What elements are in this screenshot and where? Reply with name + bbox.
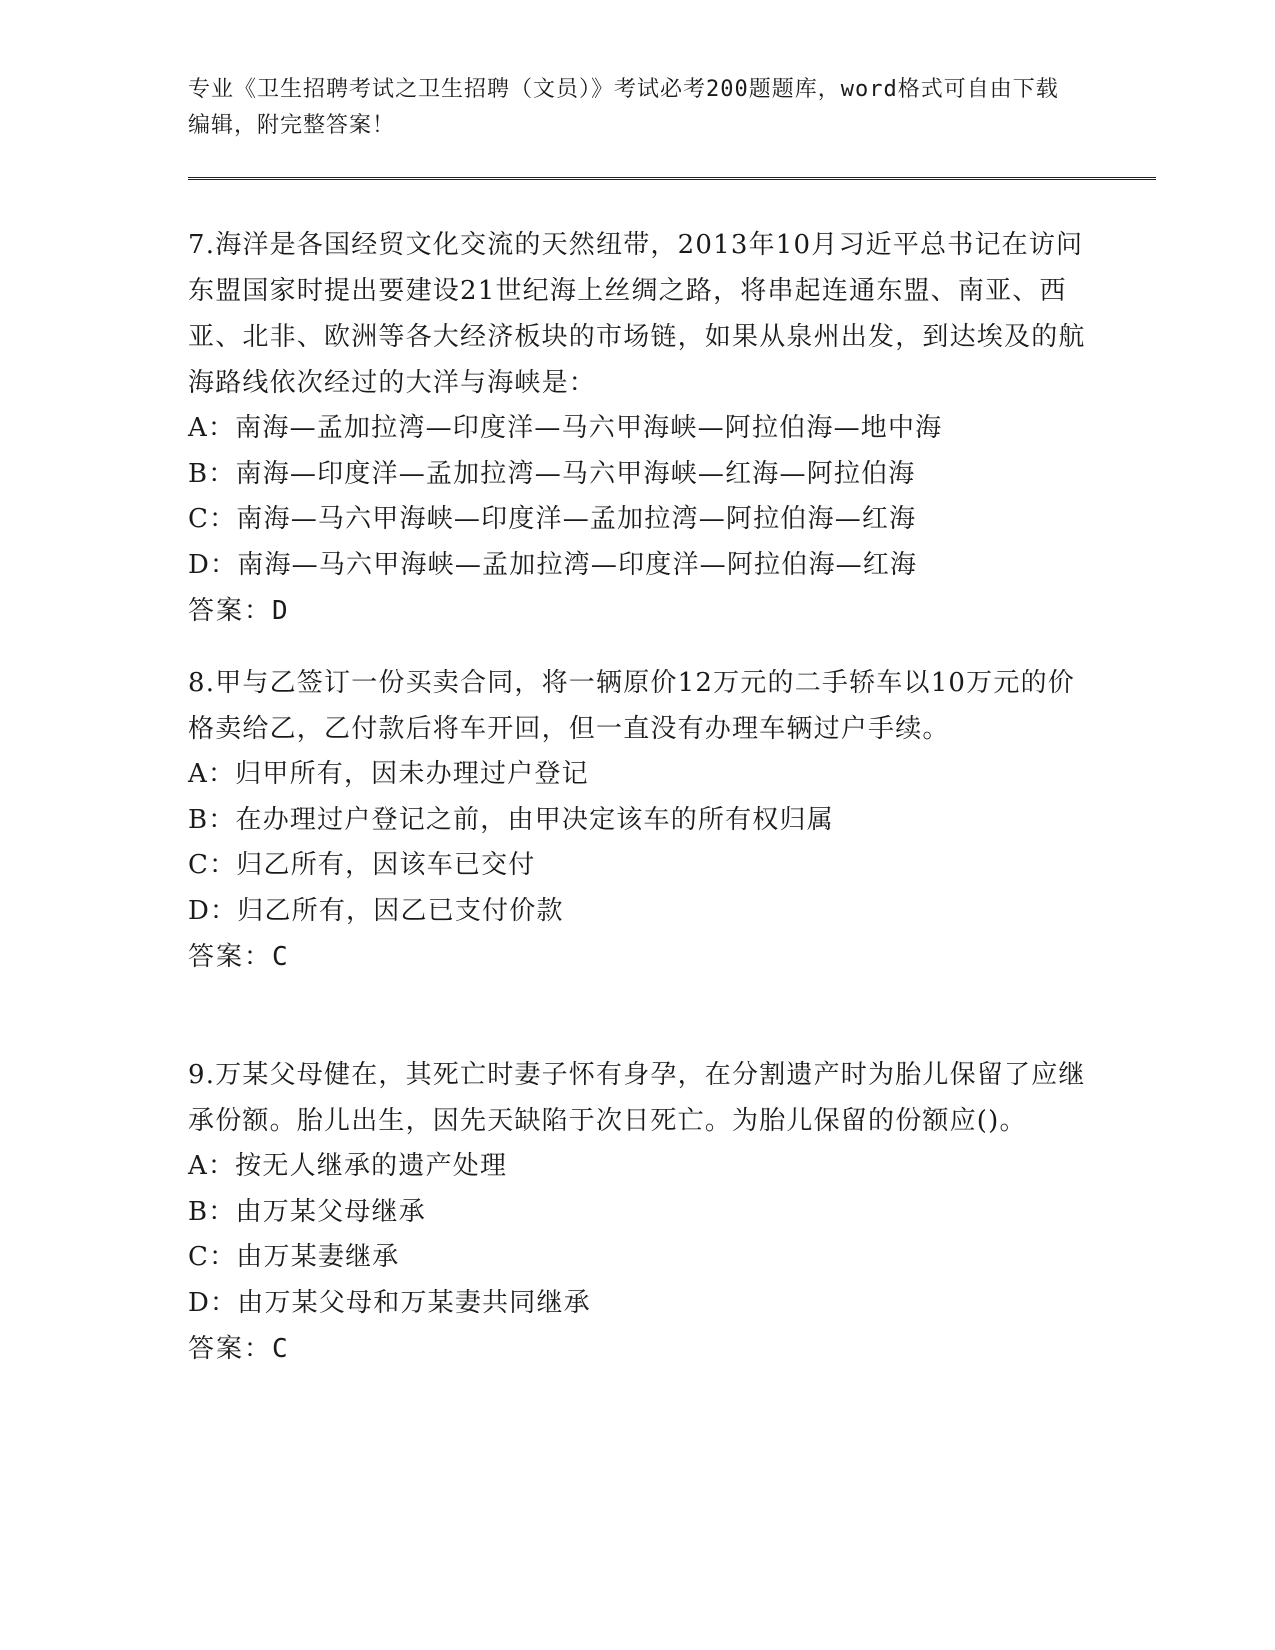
question-stem: 9.万某父母健在，其死亡时妻子怀有身孕，在分割遗产时为胎儿保留了应继承份额。胎儿出生，因先天缺陷于次日死亡。为胎儿保留的份额应()。 [188, 1060, 1086, 1136]
question-stem: 8.甲与乙签订一份买卖合同，将一辆原价12万元的二手轿车以10万元的价格卖给乙，乙付款后将车开回，但一直没有办理车辆过户手续。 [188, 668, 1075, 744]
option-c: C：由万某妻继承 [188, 1242, 400, 1272]
option-a: A：按无人继承的遗产处理 [188, 1151, 508, 1181]
option-c: C：南海—马六甲海峡—印度洋—孟加拉湾—阿拉伯海—红海 [188, 504, 917, 534]
answer-value: C [272, 942, 290, 972]
answer-label: 答案： [188, 1334, 273, 1364]
document-header: 专业《卫生招聘考试之卫生招聘（文员）》考试必考200题题库，word格式可自由下载编辑，附完整答案！ [188, 77, 1059, 138]
option-a: A：南海—孟加拉湾—印度洋—马六甲海峡—阿拉伯海—地中海 [188, 413, 943, 443]
option-c: C：归乙所有，因该车已交付 [188, 850, 536, 880]
header-double-rule [188, 177, 1156, 180]
answer-value: C [272, 1334, 290, 1364]
question-8 [188, 660, 1088, 980]
answer-label: 答案： [188, 596, 273, 626]
question-9 [188, 1052, 1088, 1372]
option-d: D：南海—马六甲海峡—孟加拉湾—印度洋—阿拉伯海—红海 [188, 549, 918, 580]
answer-line [188, 934, 1088, 980]
option-d: D：由万某父母和万某妻共同继承 [188, 1287, 591, 1318]
option-b: B：在办理过户登记之前，由甲决定该车的所有权归属 [188, 804, 834, 835]
option-d: D：归乙所有，因乙已支付价款 [188, 895, 564, 926]
question-stem: 7.海洋是各国经贸文化交流的天然纽带，2013年10月习近平总书记在访问东盟国家时提出要建设21世纪海上丝绸之路，将串起连通东盟、南亚、西亚、北非、欧洲等各大经济板块的市场链，如果从泉州出发，到达埃及的航海路线依次经过的大洋与海峡是： [188, 230, 1086, 398]
answer-value: D [272, 596, 290, 626]
answer-line [188, 588, 1088, 634]
question-7 [188, 222, 1088, 634]
option-a: A：归甲所有，因未办理过户登记 [188, 759, 589, 789]
answer-line [188, 1326, 1088, 1372]
answer-label: 答案： [188, 942, 273, 972]
option-b: B：南海—印度洋—孟加拉湾—马六甲海峡—红海—阿拉伯海 [188, 458, 916, 489]
option-b: B：由万某父母继承 [188, 1196, 426, 1227]
